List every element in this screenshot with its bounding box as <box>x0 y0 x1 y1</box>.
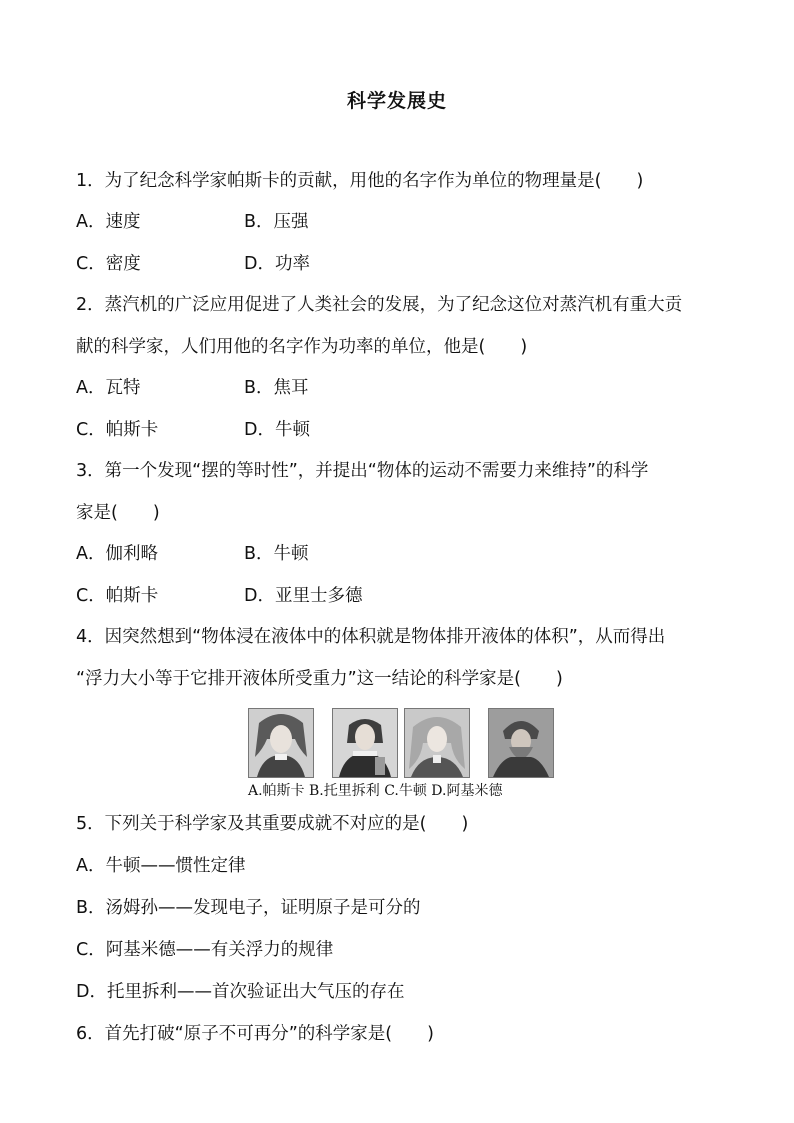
question-3-option-row-2 <box>76 585 363 607</box>
option-a: A．速度 <box>76 212 141 232</box>
option-c: C．密度 <box>76 254 141 274</box>
question-5-text: 5．下列关于科学家及其重要成就不对应的是( ) <box>76 814 469 834</box>
question-5-option-c: C．阿基米德——有关浮力的规律 <box>76 940 334 960</box>
scientist-portraits <box>248 708 548 798</box>
question-2-option-row-2 <box>76 419 310 441</box>
question-5-option-b: B．汤姆孙——发现电子，证明原子是可分的 <box>76 898 421 918</box>
portrait-newton <box>404 708 470 778</box>
portrait-torricelli <box>332 708 398 778</box>
question-3-text-line-2: 家是( ) <box>76 503 160 523</box>
option-c: C．帕斯卡 <box>76 420 159 440</box>
question-2-option-row-1 <box>76 377 309 399</box>
page-title: 科学发展史 <box>346 90 447 112</box>
portrait-pascal <box>248 708 314 778</box>
question-3-option-row-1 <box>76 543 309 565</box>
option-d: D．牛顿 <box>244 420 310 440</box>
question-4-text-line-1: 4．因突然想到“物体浸在液体中的体积就是物体排开液体的体积”，从而得出 <box>76 627 666 647</box>
question-5-option-d: D．托里拆利——首次验证出大气压的存在 <box>76 982 405 1002</box>
option-b: B．牛顿 <box>244 544 309 564</box>
question-1-option-row-1 <box>76 211 309 233</box>
question-6-text: 6．首先打破“原子不可再分”的科学家是( ) <box>76 1024 434 1044</box>
option-c: C．帕斯卡 <box>76 586 159 606</box>
option-d: D．亚里士多德 <box>244 586 363 606</box>
question-2-text-line-2: 献的科学家，人们用他的名字作为功率的单位，他是( ) <box>76 337 528 357</box>
option-b: B．压强 <box>244 212 309 232</box>
question-1-text: 1．为了纪念科学家帕斯卡的贡献，用他的名字作为单位的物理量是( ) <box>76 171 644 191</box>
option-b: B．焦耳 <box>244 378 309 398</box>
option-a: A．瓦特 <box>76 378 141 398</box>
question-4-text-line-2: “浮力大小等于它排开液体所受重力”这一结论的科学家是( ) <box>76 669 563 689</box>
portrait-archimedes <box>488 708 554 778</box>
portrait-caption: A.帕斯卡 B.托里拆利 C.牛顿 D.阿基米德 <box>248 783 503 799</box>
question-5-option-a: A．牛顿——惯性定律 <box>76 856 246 876</box>
question-1-option-row-2 <box>76 253 310 275</box>
question-3-text-line-1: 3．第一个发现“摆的等时性”，并提出“物体的运动不需要力来维持”的科学 <box>76 461 649 481</box>
question-2-text-line-1: 2．蒸汽机的广泛应用促进了人类社会的发展，为了纪念这位对蒸汽机有重大贡 <box>76 295 683 315</box>
option-a: A．伽利略 <box>76 544 158 564</box>
option-d: D．功率 <box>244 254 310 274</box>
